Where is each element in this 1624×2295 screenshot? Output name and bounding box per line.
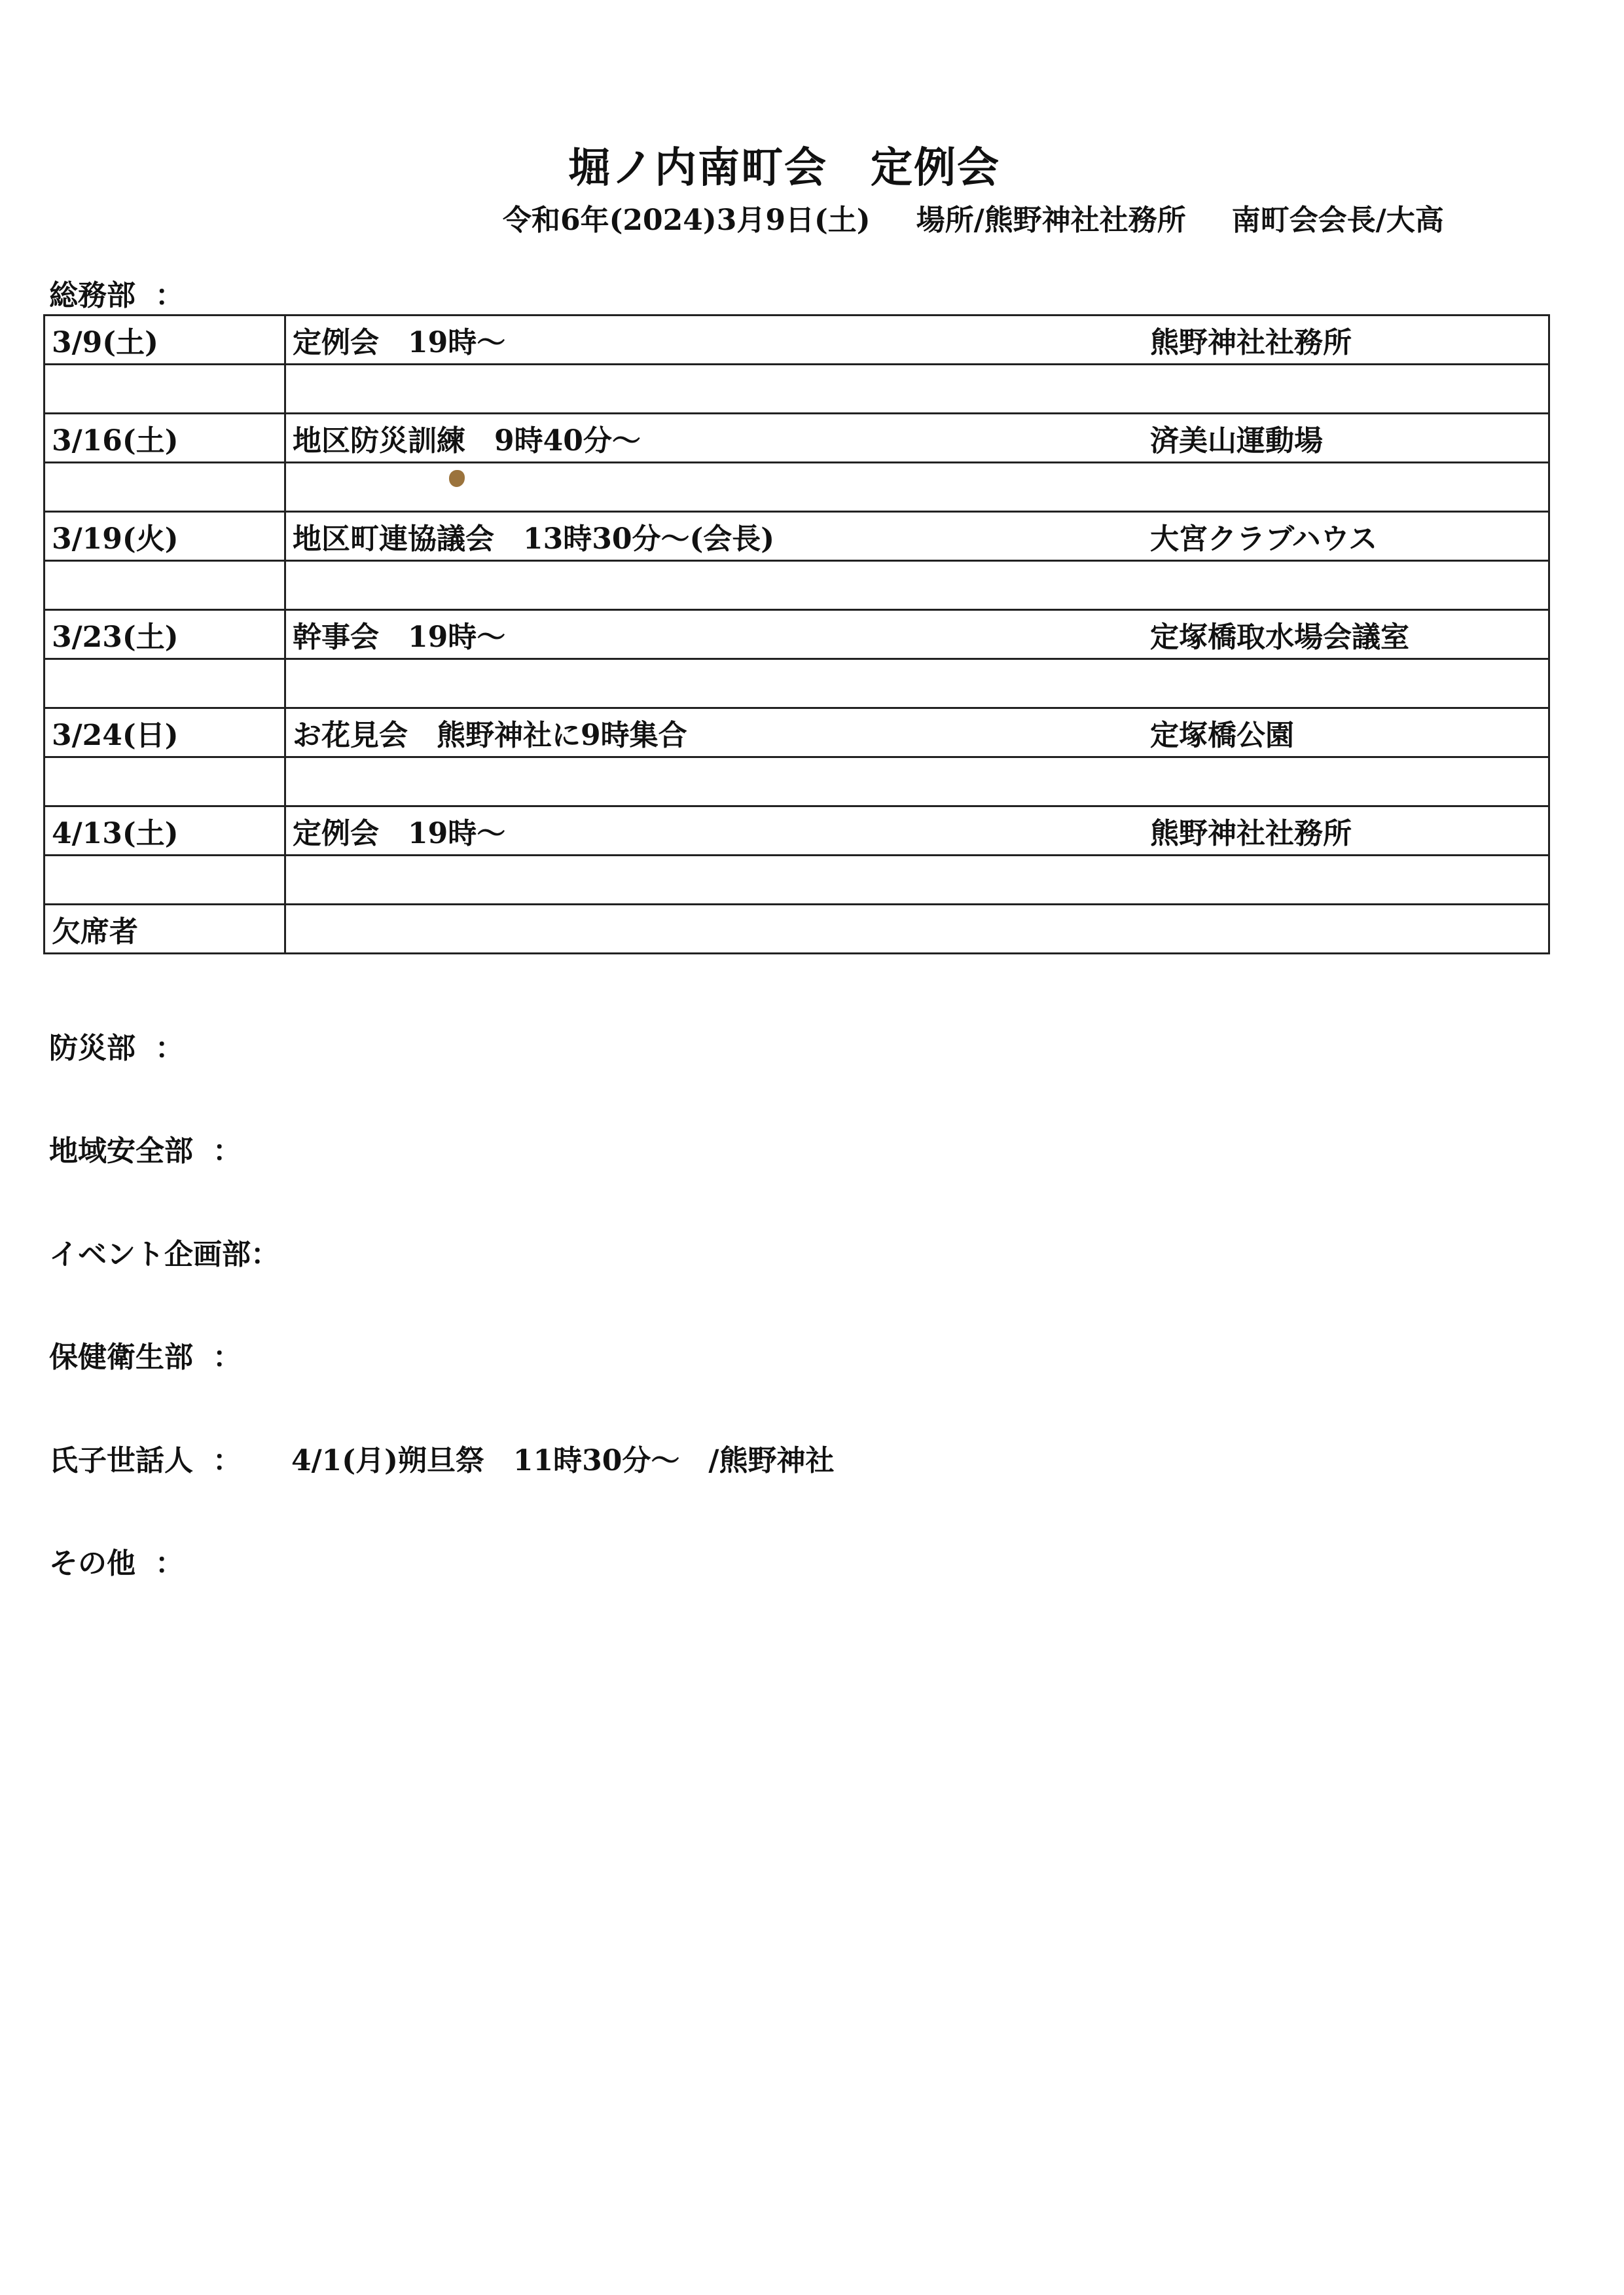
table-row [45,561,1549,610]
meeting-chair: 南町会会長/大高 [1231,204,1444,237]
section-soumu-label: 総務部 [49,279,135,312]
schedule-event-cell [285,316,1549,365]
section-hoken [49,1333,242,1375]
schedule-place: 済美山運動場 [1150,424,1323,458]
schedule-event: 定例会 19時～ [293,817,506,850]
table-row [45,316,1549,365]
table-row [45,708,1549,757]
table-row [45,659,1549,708]
schedule-event-cell [285,414,1549,463]
section-bousai-label: 防災部 [49,1032,135,1065]
table-row [45,610,1549,659]
section-ujiko [49,1437,834,1479]
schedule-date [45,365,285,414]
schedule-date: 4/13(土) [45,806,285,856]
schedule-date: 3/16(土) [45,414,285,463]
section-sonota [49,1540,184,1581]
section-event-colon: ： [251,1238,280,1271]
section-hoken-label: 保健衛生部 [49,1341,193,1374]
schedule-event: 定例会 19時～ [293,326,506,359]
schedule-place: 熊野神社社務所 [1150,817,1352,850]
schedule-event-cell [285,512,1549,561]
schedule-date: 3/23(土) [45,610,285,659]
schedule-date [45,856,285,905]
schedule-place: 大宮クラブハウス [1150,522,1378,556]
schedule-event: 幹事会 19時～ [293,621,506,654]
section-hoken-colon: ： [213,1341,242,1374]
schedule-date: 欠席者 [45,905,285,954]
schedule-date: 3/9(土) [45,316,285,365]
schedule-place: 熊野神社社務所 [1150,326,1352,359]
section-bousai [49,1024,184,1066]
section-soumu-colon: ： [155,279,184,312]
table-row [45,757,1549,806]
section-sonota-label: その他 [49,1547,135,1580]
meeting-date: 令和6年(2024)3月9日(土) [503,204,871,237]
section-chiiki-colon: ： [213,1134,242,1168]
section-ujiko-content: 4/1(月)朔旦祭 11時30分～ /熊野神社 [291,1444,835,1477]
table-row [45,905,1549,954]
schedule-event-cell [285,561,1549,610]
schedule-event-cell [285,856,1549,905]
section-ujiko-colon: ： [213,1444,242,1477]
schedule-event-cell [285,610,1549,659]
section-bousai-colon: ： [155,1032,184,1065]
section-event-label: イベント企画部 [49,1238,251,1271]
table-row [45,414,1549,463]
page-title: 堀ノ内南町会 定例会 [568,143,1000,192]
table-row [45,806,1549,856]
table-row [45,856,1549,905]
section-soumu [49,272,184,314]
table-row [45,463,1549,512]
section-sonota-colon: ： [155,1547,184,1580]
section-chiiki [49,1127,242,1169]
section-ujiko-label: 氏子世話人 [49,1444,193,1477]
schedule-event: 地区町連協議会 13時30分～(会長) [293,522,775,556]
meeting-venue: 場所/熊野神社社務所 [916,204,1186,237]
schedule-date [45,463,285,512]
schedule-date: 3/24(日) [45,708,285,757]
schedule-place: 定塚橋取水場会議室 [1150,621,1409,654]
schedule-event-cell [285,806,1549,856]
schedule-date [45,561,285,610]
schedule-event-cell [285,463,1549,512]
schedule-event-cell [285,365,1549,414]
table-row [45,365,1549,414]
schedule-date: 3/19(火) [45,512,285,561]
schedule-date [45,757,285,806]
schedule-event-cell [285,708,1549,757]
table-row [45,512,1549,561]
section-event [49,1231,280,1273]
schedule-event-cell [285,905,1549,954]
schedule-place: 定塚橋公園 [1150,719,1294,752]
schedule-table [43,314,1550,954]
schedule-event-cell [285,757,1549,806]
schedule-event-cell [285,659,1549,708]
schedule-event: お花見会 熊野神社に9時集合 [293,719,687,752]
schedule-event: 地区防災訓練 9時40分～ [293,424,641,458]
schedule-date [45,659,285,708]
section-chiiki-label: 地域安全部 [49,1134,193,1168]
meeting-info [503,196,1444,238]
